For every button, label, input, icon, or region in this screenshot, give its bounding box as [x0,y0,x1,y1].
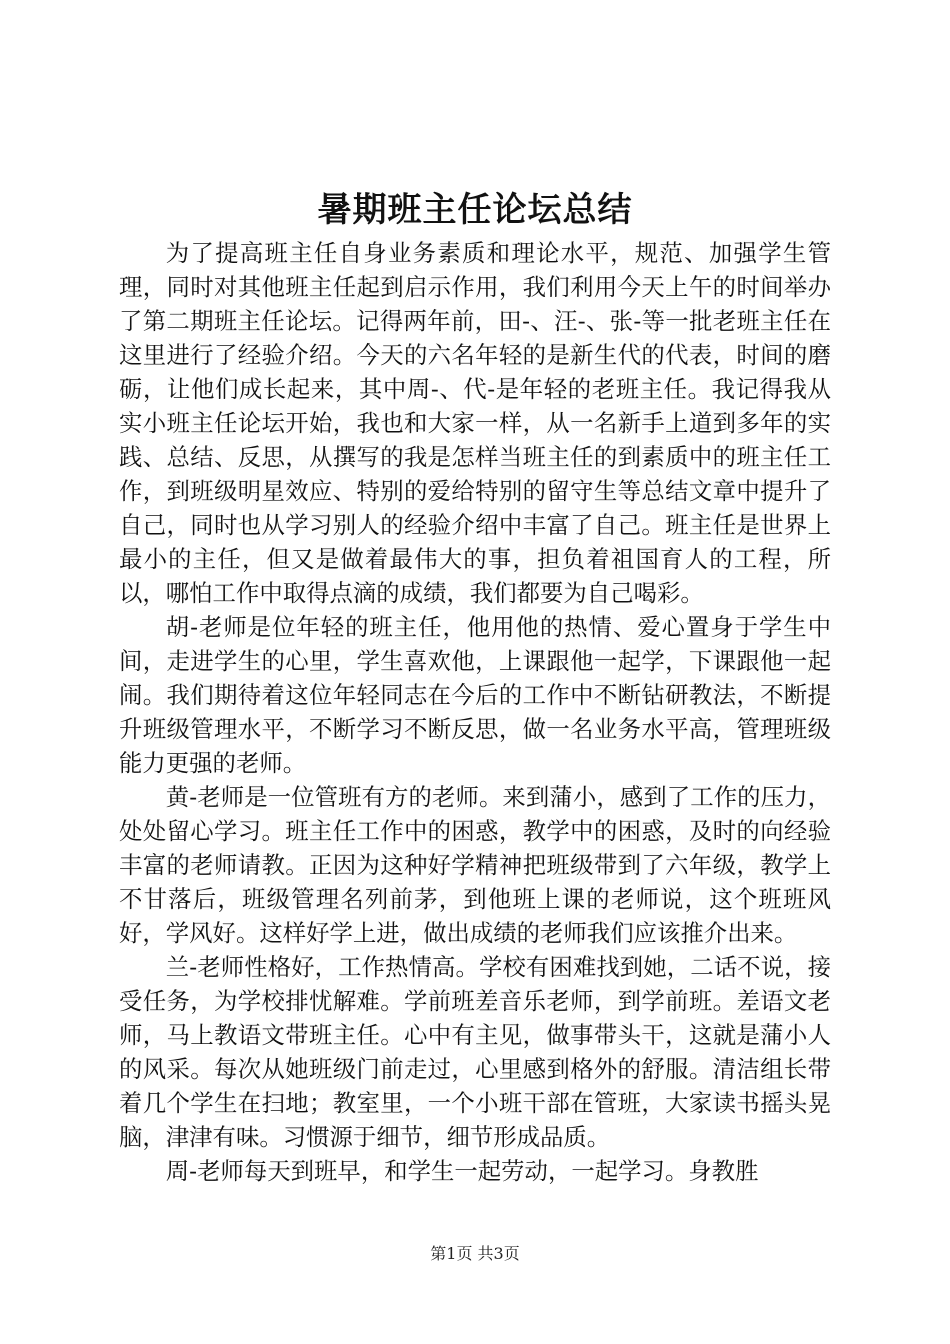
page-number-footer: 第1页 共3页 [430,1244,520,1263]
paragraph-2: 胡-老师是位年轻的班主任，他用他的热情、爱心置身于学生中间，走进学生的心里，学生喜欢他，上课跟他一起学，下课跟他一起闹。我们期待着这位年轻同志在今后的工作中不断钻研教法，不断提升班级管理水平，不断学习不断反思，做一名业务水平高，管理班级能力更强的老师。 [119,613,831,777]
document-body [119,236,831,1188]
document-title: 暑期班主任论坛总结 [317,190,633,230]
paragraph-4: 兰-老师性格好，工作热情高。学校有困难找到她，二话不说，接受任务，为学校排忧解难。学前班差音乐老师，到学前班。差语文老师，马上教语文带班主任。心中有主见，做事带头干，这就是蒲小人的风采。每次从她班级门前走过，心里感到格外的舒服。清洁组长带着几个学生在扫地；教室里，一个小班干部在管班，大家读书摇头晃脑，津津有味。习惯源于细节，细节形成品质。 [119,953,831,1151]
paragraph-1: 为了提高班主任自身业务素质和理论水平，规范、加强学生管理，同时对其他班主任起到启示作用，我们利用今天上午的时间举办了第二期班主任论坛。记得两年前，田-、汪-、张-等一批老班主任在这里进行了经验介绍。今天的六名年轻的是新生代的代表，时间的磨砺，让他们成长起来，其中周-、代-是年轻的老班主任。我记得我从实小班主任论坛开始，我也和大家一样，从一名新手上道到多年的实践、总结、反思，从撰写的我是怎样当班主任的到素质中的班主任工作，到班级明星效应、特别的爱给特别的留守生等总结文章中提升了自己，同时也从学习别人的经验介绍中丰富了自己。班主任是世界上最小的主任，但又是做着最伟大的事，担负着祖国育人的工程，所以，哪怕工作中取得点滴的成绩，我们都要为自己喝彩。 [119,239,831,607]
paragraph-3: 黄-老师是一位管班有方的老师。来到蒲小，感到了工作的压力，处处留心学习。班主任工作中的困惑，教学中的困惑，及时的向经验丰富的老师请教。正因为这种好学精神把班级带到了六年级，教学上不甘落后，班级管理名列前茅，到他班上课的老师说，这个班班风好，学风好。这样好学上进，做出成绩的老师我们应该推介出来。 [119,783,831,947]
paragraph-5: 周-老师每天到班早，和学生一起劳动，一起学习。身教胜 [165,1157,759,1185]
